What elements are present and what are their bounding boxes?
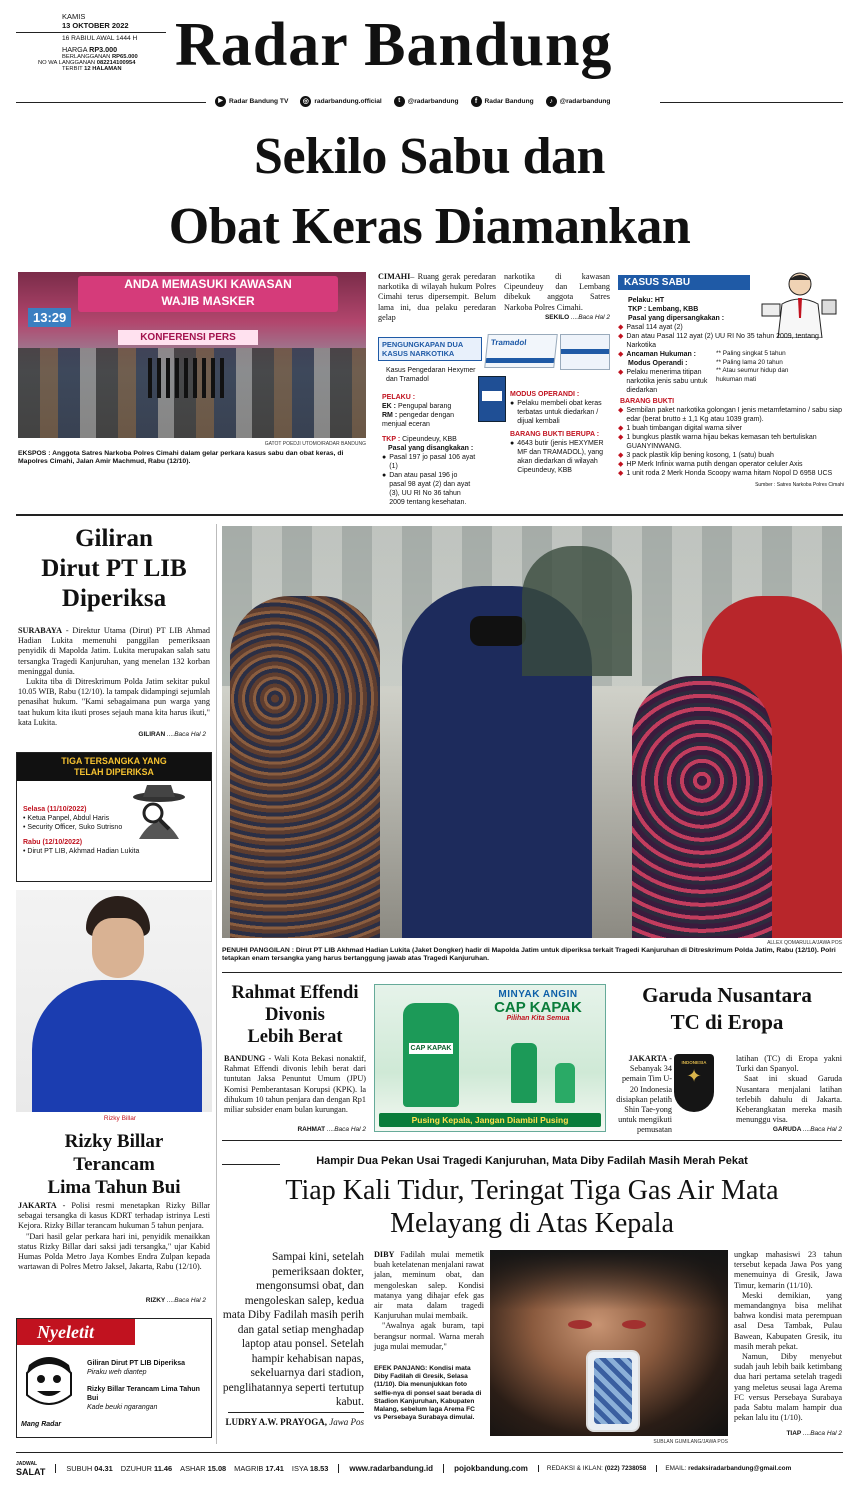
tersangka-date-2: Rabu (12/10/2022) [23,839,83,846]
modus-label: MODUS OPERANDI : [510,391,580,398]
rizky-photo-caption: Rizky Billar [103,1115,137,1122]
garuda-text-2: latihan (TC) di Eropa yakni Turki dan Spanyol. [736,1054,842,1074]
social-twitter[interactable] [394,96,459,107]
tkp-label: TKP : [382,436,401,443]
diamond-icon: ◆ [618,425,624,432]
garuda-text-left [614,1054,672,1136]
sabu-modus-label: Modus Operandi : [628,360,688,367]
pelaku-label: PELAKU : [382,394,416,401]
lead-caption-lead: EKSPOS : [18,450,51,457]
lead-photo [18,272,366,438]
rizky-suit [32,980,202,1112]
phone-screen-selfie [594,1358,632,1424]
nyeletit-quip: Piraku weh diantep [87,1369,147,1376]
sabu-bukti-item: 1 bungkus plastik warna hijau bekas kemasan teh bertuliskan GUANYINWANG. [626,434,817,450]
lib-city: SURABAYA [18,626,62,635]
site-link-1[interactable]: www.radarbandung.id [338,1464,433,1473]
rizky-photo [16,890,212,1112]
sabu-bukti-label: BARANG BUKTI [620,398,675,405]
ancaman-item: Paling lama 20 tahun [722,358,783,366]
ad-brand-2: CAP KAPAK [494,999,582,1016]
bullet-icon: ● [382,454,387,461]
diamond-icon: ◆ [618,434,624,441]
social-label: @radarbandung [407,98,459,105]
prayer-time: 15.08 [207,1463,227,1473]
footer-email[interactable] [656,1465,791,1472]
prayer-times [55,1464,328,1473]
pelaku-code: RM : [382,412,398,419]
tersangka-title-1: TIGA TERSANGKA YANG [61,756,167,766]
diamond-icon: ◆ [618,369,624,376]
prayer-time: 04.31 [94,1463,113,1473]
baca-link: ....Baca Hal 2 [166,1297,206,1304]
garuda-title-2: TC di Eropa [670,1010,784,1034]
byline-rule [228,1412,364,1413]
baca-link: ....Baca Hal 2 [570,314,610,321]
price-value: RP3.000 [89,45,118,54]
diby-kicker: Hampir Dua Pekan Usai Tragedi Kanjuruhan, Mata Diby Fadilah Masih Merah Pekat [316,1155,748,1167]
diby-right-1: ungkap mahasiswi 23 tahun tersebut kepada Jawa Pos yang menemuinya di Gresik, Jawa Timur, kemarin (11/10). [734,1250,842,1290]
diby-title [222,1174,842,1240]
twitter-icon: t [394,96,405,107]
baca-link: ....Baca Hal 2 [802,1430,842,1437]
box-narkotika-title [378,337,482,361]
garuda-badge [674,1054,714,1112]
social-tiktok[interactable] [546,96,611,107]
rizky-text-2: "Dari hasil gelar perkara hari ini, penyidik menaikkan status Rizky Billar dari saksi jadi tersangka," ujar Kabid Humas Polda Metro Jaya Kombes Endra Zulpan kepada wartawan di Polres Metro Jaksel, Jakarta, Rabu (12/10). [18,1231,210,1272]
masthead-rule-left [16,102,206,103]
box-narkotika-pelaku [382,393,476,507]
lib-title [16,524,212,614]
social-youtube[interactable] [215,96,288,107]
lib-title-3: Diperiksa [61,585,167,612]
lib-caption-lead: PENUHI PANGGILAN : [222,947,294,954]
section-rule-3 [222,1140,842,1141]
pages-label: TERBIT [62,66,83,72]
box-sabu-body: Pelaku: HT TKP : Lembang, KBB Pasal yang dipersangkakan : ◆ Pasal 114 ayat (2) ◆ Dan atau Pasal 112 ayat (2) UU RI No 35 tahun 2009, tentang Narkotika ◆ Ancaman Hukuman : Modus Operandi : ◆ Pelaku menerima titipan narkotika jenis sabu untuk diedarkan ** Paling singkat 5 tahun ** Paling lama 20 tahun ** Atau seumur hidup dan hukuman mati BARANG BUKTI ◆ Sembilan paket narkotika golongan I jenis metamfetamino / sabu siap edar (berat brutto ± 1,1 Kg atau 1039 gram). ◆ 1 buah timbangan digital warna silver ◆ 1 bungkus plastik warna hijau bekas kemasan teh bertuliskan GUANYINWANG. ◆ 3 pack plastik klip bening kosong, 1 (satu) buah ◆ HP Merk Infinix warna putih dengan operator celuler Axis ◆ 1 unit roda 2 Merk Honda Scoopy warna hitam Nopol D 6958 UCS Sumber : Satres Narkoba Polres Cimahi [618,297,844,488]
baca-link: ....Baca Hal 2 [802,1126,842,1133]
rizky-title-2: Terancam [73,1154,155,1175]
rahmat-text [224,1054,366,1115]
garuda-title-1: Garuda Nusantara [642,983,812,1007]
masthead-info [16,12,166,72]
diby-right-3: Namun, Diby menyebut sudah jauh lebih baik ketimbang dua hari pertama setelah tragedi yang meletus seusai laga Arema FC versus Persebaya Surabaya pada Sabtu malam hampir dua pekan lalu itu (1/10). [734,1352,842,1423]
masthead-day: KAMIS [62,12,86,21]
prayer-magrib [234,1464,284,1473]
photo-banner-top [78,276,338,312]
masthead-hijri: 16 RABIUL AWAL 1444 H [62,35,138,42]
pasal-label: Pasal yang disangkakan : [388,445,474,452]
social-instagram[interactable] [300,96,381,107]
diby-baca[interactable] [734,1430,842,1437]
photo-person-batik [230,596,380,938]
hexymer-box-image [478,376,506,422]
garuda-city: JAKARTA [628,1054,668,1063]
mascot-illustration [21,1351,77,1421]
lib-baca[interactable] [18,731,206,738]
social-label: radarbandung.official [314,98,382,105]
rahmat-title-2: Divonis [265,1005,325,1025]
baca-tag: RIZKY [145,1297,166,1304]
wa-label: NO WA LANGGANAN [38,60,96,66]
diby-col-1: Fadilah mulai memetik buah ketelatenan menjalani rawat jalan, meminum obat, dan mengoleskan salep. Kondisi matanya yang dihajar efek gas air mata dalam tragedi Kanjuruhan mulai membaik. [374,1250,484,1321]
sabu-pasal-item: Pasal 114 ayat (2) [626,324,683,331]
rahmat-title-1: Rahmat Effendi [231,983,359,1003]
diby-right-text [734,1250,842,1423]
baca-tag: TIAP [786,1430,802,1437]
tersangka-item: Dirut PT LIB, Akhmad Hadian Lukita [27,848,140,855]
cap-kapak-ad[interactable] [374,984,606,1132]
ad-bottle-mini [555,1063,575,1103]
kicker-rule-left [222,1164,280,1165]
sabu-tkp: TKP : Lembang, KBB [628,306,699,313]
pelaku-text: pengedar dengan menjual eceran [382,412,455,428]
photo-banner-line2: WAJIB MASKER [161,294,255,308]
facebook-icon: f [471,96,482,107]
subscription-value: RP65.000 [111,54,138,60]
garuda-title [612,982,842,1036]
rizky-text [18,1201,210,1272]
diamond-icon: ◆ [618,452,624,459]
eye-right [622,1320,646,1329]
diby-caption-lead: EFEK PANJANG: [374,1365,428,1372]
lead-text-col2 [504,272,610,313]
box-narkotika-modus [510,390,610,475]
phone-value: (022) 7238058 [604,1464,647,1472]
tramadol-stripe-2 [561,349,609,354]
tramadol-box-image-2 [560,334,610,370]
rizky-baca[interactable] [18,1297,206,1304]
prayer-time: 11.46 [154,1463,173,1473]
nyeletit-headline: Rizky Billar Terancam Lima Tahun Bui [87,1386,200,1402]
subscription-label: BERLANGGANAN [62,54,111,60]
diby-title-1: Tiap Kali Tidur, Teringat Tiga Gas Air Mata [285,1175,779,1206]
price-label: HARGA [62,45,88,54]
footer-phone [538,1465,646,1472]
rizky-title [16,1130,212,1199]
baca-tag: GARUDA [772,1126,802,1133]
social-label: @radarbandung [559,98,611,105]
photo-banner-line1: ANDA MEMASUKI KAWASAN [124,277,292,291]
face-mask [470,616,526,646]
photo-banner-press: KONFERENSI PERS [118,330,258,345]
lib-caption [222,947,842,964]
tramadol-label: Tramadol [490,338,527,347]
prayer-name: MAGRIB [234,1463,264,1473]
prayer-subuh [66,1464,112,1473]
section-rule-1 [16,514,843,516]
lib-title-2: Dirut PT LIB [41,555,187,582]
lib-text [18,626,210,728]
pasal-item: Dan atau pasal 196 jo pasal 98 ayat (2) dan ayat (3), UU RI No 36 tahun 2009 tentang kesehatan. [389,472,471,506]
ancaman-item: Atau seumur hidup dan hukuman mati [716,367,789,383]
tersangka-date-1: Selasa (11/10/2022) [23,806,87,813]
photo-microphones [148,358,228,398]
photo-person-front-right [632,676,772,938]
footer-bar [16,1456,843,1480]
rahmat-text-1: - Wali Kota Bekasi nonaktif, Rahmat Effendi divonis lebih berat dari tuntutan Jaksa Penuntut Umum (JPU) Komisi Pemberantasan Korupsi (KPK). la dihukum 10 tahun penjara dan dengan Rp1 miliar subsider enam bulan kurungan. [224,1054,366,1115]
masthead-date: 13 OKTOBER 2022 [62,21,129,30]
diamond-icon: ◆ [618,324,624,331]
diby-photo [490,1250,728,1436]
lead-text-2: narkotika di kawasan Cipeundeuy dan Lembang dibekuk anggota Satres Narkoba Polres Cimahi. [504,272,610,312]
masthead-title: Radar Bandung [175,11,613,79]
garuda-badge-text: INDONESIA [681,1060,707,1065]
nyeletit-title: Nyeletit [17,1319,135,1345]
baca-tag: RAHMAT [297,1126,326,1133]
byline-name: LUDRY A.W. PRAYOGA, [225,1417,327,1427]
headline-line1: Sekilo Sabu dan [254,128,605,185]
sabu-ancaman-label: Ancaman Hukuman : [626,351,697,358]
pages-value: 12 HALAMAN [84,66,122,72]
sabu-modus: Pelaku menerima titipan narkotika jenis sabu untuk diedarkan [626,369,708,394]
diby-col-2: "Awalnya agak buram, tapi berangsur normal. Warna merah juga mulai memudar," [374,1321,484,1351]
hijab [490,1250,728,1310]
prayer-isya [292,1464,328,1473]
prayer-time: 18.53 [309,1463,329,1473]
tersangka-box: TIGA TERSANGKA YANG TELAH DIPERIKSA Selasa (11/10/2022) • Ketua Panpel, Abdul Haris • Security Officer, Suko Sutrisno Rabu (12/10/2022) • Dirut PT LIB, Akhmad Hadian Lukita [16,752,212,882]
lead-text-col1 [378,272,496,323]
ad-bottle-small [511,1043,537,1103]
sabu-source: Sumber : Satres Narkoba Polres Cimahi [755,482,844,488]
tersangka-title-2: TELAH DIPERIKSA [74,767,154,777]
prayer-label-bottom: SALAT [16,1467,46,1477]
site-link-2[interactable]: pojokbandung.com [443,1464,528,1473]
pelaku-code: EK : [382,403,396,410]
hexymer-label [482,391,502,401]
photo-person-glasses [522,546,632,676]
tramadol-stripe [486,358,555,363]
baca-tag: SEKILO [544,314,570,321]
diby-caption-text: Kondisi mata Diby Fadilah di Gresik, Selasa (11/10). Dia menunjukkan foto selfie-nya di ponsel saat berada di Stadion Kanjuruhan, Kabupaten Malang, sebelum laga Arema FC vs Persebaya Surabaya dimulai. [374,1365,482,1422]
tersangka-item: Ketua Panpel, Abdul Haris [27,815,110,822]
tramadol-box-image [484,334,558,368]
baca-link: ....Baca Hal 2 [326,1126,366,1133]
box-narkotika-desc: Kasus Pengedaran Hexymer dan Tramadol [386,367,476,383]
diby-intro: Sampai kini, setelah pemeriksaan dokter, mengonsumsi obat, dan mengoleskan salep, kedua mata Diby Fadilah masih perih dan gatal setiap menghadap laptop atau ponsel. Setelah hampir kehabisan napas, sekeluarnya dari stadion, penglihatannya seperti tertutup kabut. [222,1251,364,1408]
diby-caption [374,1365,484,1422]
rizky-title-3: Lima Tahun Bui [47,1177,181,1198]
nyeletit-headline: Giliran Dirut PT LIB Diperiksa [87,1360,186,1367]
sabu-bukti-item: 1 unit roda 2 Merk Honda Scoopy warna hitam Nopol D 6958 UCS [626,470,833,477]
ad-brand [473,989,603,1022]
baca-tag: GILIRAN [138,731,166,738]
diamond-icon: ◆ [618,461,624,468]
lead-text-1: – Ruang gerak peredaran narkotika di wilayah hukum Polres Cimahi terus dipersempit. Belum lama ini, dua pelaku peredaran gelap [378,272,496,322]
prayer-name: ASHAR [180,1463,206,1473]
rahmat-title-3: Lebih Berat [247,1027,343,1047]
ad-brand-1: MINYAK ANGIN [498,989,578,1000]
sabu-bukti-item: Sembilan paket narkotika golongan I jenis metamfetamino / sabu siap edar (berat brutto ± 1,1 Kg atau 1039 gram). [626,407,842,423]
pelaku-text: Pengupal barang [397,403,452,410]
masthead-rule-right [660,102,843,103]
rizky-title-1: Rizky Billar [64,1131,164,1152]
ad-bottle-label: CAP KAPAK [410,1045,452,1052]
email-label: EMAIL: [665,1464,687,1472]
nyeletit-box [16,1318,212,1438]
sabu-bukti-item: HP Merk Infinix warna putih dengan operator celuler Axis [626,461,803,468]
sabu-bukti-item: 1 buah timbangan digital warna silver [626,425,742,432]
lead-caption [18,450,366,467]
bukti-label: BARANG BUKTI BERUPA : [510,431,600,438]
diby-photo-credit: SUBLAN GUMILANG/JAWA POS [653,1439,728,1445]
nyeletit-quip: Kade beuki ngarangan [87,1404,158,1411]
rahmat-baca[interactable] [224,1126,366,1133]
sabu-pasal-item: Dan atau Pasal 112 ayat (2) UU RI No 35 tahun 2009, tentang Narkotika [626,333,819,349]
pasal-item: Pasal 197 jo pasal 106 ayat (1) [389,454,476,470]
lead-photo-credit: GATOT POEDJI UTOMO/RADAR BANDUNG [264,441,366,447]
social-label: Radar Bandung [484,98,534,105]
prayer-label-top: JADWAL [16,1461,38,1467]
tersangka-item: Security Officer, Suko Sutrisno [27,824,123,831]
sabu-pasal-label: Pasal yang dipersangkakan : [628,315,725,322]
lib-photo-credit: ALLEX QOMARULLA/JAWA POS [767,940,842,946]
garuda-text-1: - Sebanyak 34 pemain Tim U-20 Indonesia disiapkan pelatih Shin Tae-yong untuk mengikuti pemusatan [616,1054,672,1135]
diamond-icon: ◆ [618,333,624,340]
box-sabu-title [618,275,750,290]
column-divider [216,524,217,1444]
garuda-baca[interactable] [736,1126,842,1133]
lib-text-1: - Direktur Utama (Dirut) PT LIB Ahmad Hadian Lukita memenuhi panggilan pemeriksaan penyidik di Mapolda Jatim. Lukita merupakan salah satu tersangka Tragedi Kanjuruhan, yang menelan 132 korban meninggal dunia. [18,626,210,676]
bukti-text: 4643 butir (jenis HEXYMER MF dan TRAMADOL), yang akan diedarkan di wilayah Cipeundeuy, KBB [517,440,604,474]
diby-col-text [374,1250,484,1352]
rizky-face [92,918,144,978]
wa-value: 082214100954 [96,60,136,66]
diamond-icon: ◆ [618,351,624,358]
prayer-dzuhur [121,1464,172,1473]
prayer-name: DZUHUR [120,1463,152,1473]
ad-bottle-large [403,1003,459,1107]
lib-title-1: Giliran [75,525,153,552]
prayer-name: ISYA [291,1463,308,1473]
prayer-ashar [180,1464,226,1473]
byline-publication: Jawa Pos [329,1417,364,1427]
ad-slogan: Pusing Kepala, Jangan Diambil Pusing [379,1113,601,1127]
diby-lead-word: DIBY [374,1250,395,1259]
bullet-icon: ● [382,472,387,479]
social-label: Radar Bandung TV [229,98,289,105]
sabu-bukti-item: 3 pack plastik klip bening kosong, 1 (satu) buah [626,452,774,459]
tersangka-box-header [17,753,211,781]
ad-tagline: Pilihan Kita Semua [506,1015,570,1022]
headline-line2: Obat Keras Diamankan [168,198,691,255]
lib-caption-text: Dirut PT LIB Akhmad Hadian Lukita (Jaket Dongker) hadir di Mapolda Jatim untuk diperiksa terkait Tragedi Kanjuruhan di Ditreskrimum Polda Jatim, Rabu (12/10). Polri tetapkan enam tersangka yang harus bertanggung jawab atas Tragedi Kanjuruhan. [222,947,836,963]
garuda-emblem-icon: ✦ [686,1066,702,1086]
garuda-text-right [736,1054,842,1125]
photo-clock: 13:29 [28,308,71,327]
youtube-icon: ▶ [215,96,226,107]
phone-in-hand [586,1350,640,1432]
phone-label: REDAKSI & IKLAN: [546,1464,603,1472]
bullet-icon: ● [510,400,515,407]
diby-title-2: Melayang di Atas Kepala [390,1208,674,1239]
social-bar [215,96,610,107]
lead-caption-text: Anggota Satres Narkoba Polres Cimahi dalam gelar perkara kasus sabu dan obat keras, di Mapolres Cimahi, Jalan Amir Machmud, Rabu (12/10). [18,450,344,466]
main-headline [0,122,859,262]
tkp-text: Cipeundeuy, KBB [402,436,457,443]
rizky-city: JAKARTA [18,1201,57,1210]
bullet-icon: ● [510,440,515,447]
diamond-icon: ◆ [618,407,624,414]
lib-text-2: Lukita tiba di Ditreskrimum Polda Jatim sekitar pukul 10.05 WIB, Rabu (12/10). la tampak didampingi sejumlah penasihat hukum. "Kami sebagaimana pun warga yang taat hukum kita ikuti proses sejauh mana kita harus ikuti," kata Lukita. [18,677,210,727]
social-facebook[interactable] [471,96,534,107]
tiktok-icon: ♪ [546,96,557,107]
box-sabu-title-text: KASUS SABU [624,277,691,288]
lead-city: CIMAHI [378,272,411,281]
lib-photo [222,526,842,938]
prayer-label [16,1460,45,1476]
email-value: redaksiradarbandung@gmail.com [688,1464,792,1472]
section-rule-2 [222,972,842,973]
ancaman-item: Paling singkat 5 tahun [722,350,786,357]
garuda-text-3: Saat ini skuad Garuda Nusantara menjalani latihan terlebih dahulu di Jakarta. Keberangkatan mereka masih menunggu visa. [736,1074,842,1125]
modus-text: Pelaku membeli obat keras terbatas untuk diedarkan / dijual kembali [517,400,602,425]
box-narkotika-title-text: PENGUNGKAPAN DUA KASUS NARKOTIKA [382,340,463,358]
rahmat-city: BANDUNG [224,1054,266,1063]
diby-byline [222,1417,364,1427]
lead-baca[interactable] [504,314,610,321]
diamond-icon: ◆ [618,470,624,477]
footer-rule [16,1452,843,1453]
instagram-icon: ◎ [300,96,311,107]
baca-link: ....Baca Hal 2 [166,731,206,738]
rahmat-title [222,982,368,1048]
prayer-name: SUBUH [66,1463,93,1473]
rizky-text-1: - Polisi resmi menetapkan Rizky Billar sebagai tersangka di kasus KDRT terhadap istrinya Lesti Kejora. Rizky Billar terancam hukuman 5 tahun penjara. [18,1201,210,1231]
sabu-pelaku: Pelaku: HT [628,297,665,304]
eye-left [568,1320,592,1329]
prayer-time: 17.41 [265,1463,284,1473]
mascot-name: Mang Radar [21,1421,62,1428]
diby-right-2: Meski demikian, yang memandangnya bisa melihat bahwa kondisi mata perempuan asal Desa Tambak, Pulau Bawean, Kabupaten Gresik, itu masih merah pekat. [734,1290,842,1351]
